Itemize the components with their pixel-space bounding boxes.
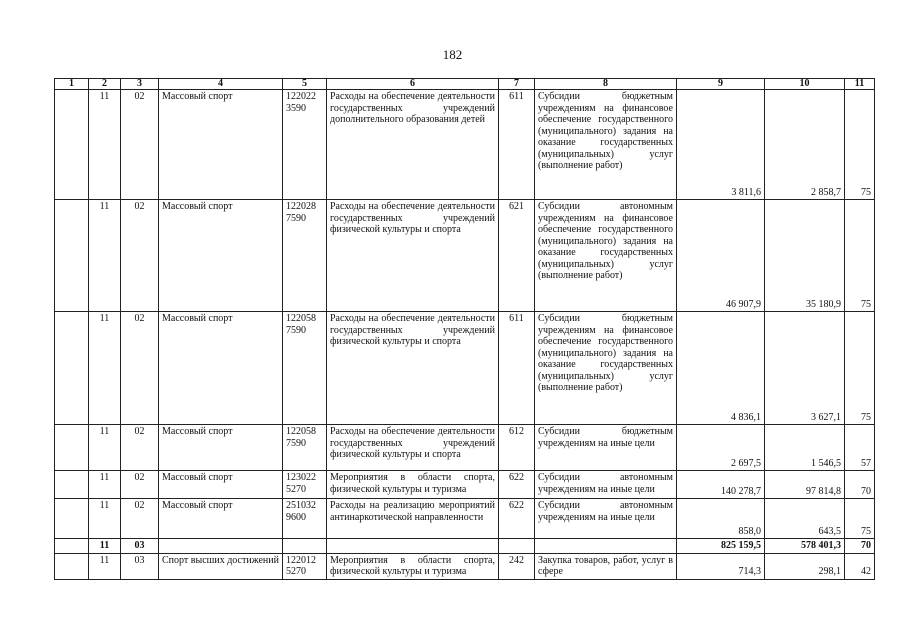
table-cell: 621 bbox=[499, 200, 535, 312]
table-cell: 46 907,9 bbox=[677, 200, 765, 312]
table-cell: 02 bbox=[121, 200, 159, 312]
table-cell: 03 bbox=[121, 539, 159, 554]
table-cell: Субсидии автономным учреждениям на финансовое обеспечение государственного (муниципального) задания на оказание государственных (муниципальных) услуг (выполнение работ) bbox=[535, 200, 677, 312]
table-cell: Субсидии бюджетным учреждениям на финансовое обеспечение государственного (муниципального) задания на оказание государственных (муниципальных) услуг (выполнение работ) bbox=[535, 312, 677, 425]
table-cell: 122012 5270 bbox=[283, 553, 327, 579]
table-row bbox=[55, 200, 875, 312]
table-cell: 42 bbox=[845, 553, 875, 579]
table-cell: 97 814,8 bbox=[765, 471, 845, 499]
table-cell bbox=[55, 553, 89, 579]
table-cell: 11 bbox=[89, 471, 121, 499]
table-cell bbox=[55, 471, 89, 499]
table-cell: 611 bbox=[499, 312, 535, 425]
table-cell: 57 bbox=[845, 425, 875, 471]
table-cell bbox=[535, 539, 677, 554]
table-cell: 123022 5270 bbox=[283, 471, 327, 499]
table-cell: 612 bbox=[499, 425, 535, 471]
table-cell: Массовый спорт bbox=[159, 312, 283, 425]
table-cell bbox=[499, 539, 535, 554]
table-cell: 02 bbox=[121, 312, 159, 425]
table-cell: Расходы на обеспечение деятельности государственных учреждений физической культуры и спорта bbox=[327, 200, 499, 312]
table-cell: 298,1 bbox=[765, 553, 845, 579]
column-header: 6 bbox=[327, 79, 499, 90]
table-cell: 11 bbox=[89, 425, 121, 471]
table-cell: Мероприятия в области спорта, физической культуры и туризма bbox=[327, 553, 499, 579]
table-cell: 578 401,3 bbox=[765, 539, 845, 554]
subtotal-row bbox=[55, 539, 875, 554]
table-cell: 02 bbox=[121, 425, 159, 471]
table-cell: Расходы на обеспечение деятельности государственных учреждений физической культуры и спорта bbox=[327, 312, 499, 425]
table-cell: Массовый спорт bbox=[159, 200, 283, 312]
table-cell bbox=[55, 90, 89, 200]
table-cell: 70 bbox=[845, 539, 875, 554]
table-cell bbox=[55, 425, 89, 471]
column-header: 1 bbox=[55, 79, 89, 90]
table-cell: 643,5 bbox=[765, 499, 845, 539]
table-cell: 242 bbox=[499, 553, 535, 579]
column-header: 7 bbox=[499, 79, 535, 90]
table-row bbox=[55, 90, 875, 200]
table-row bbox=[55, 471, 875, 499]
table-cell: Массовый спорт bbox=[159, 499, 283, 539]
table-cell bbox=[55, 539, 89, 554]
table-cell: 825 159,5 bbox=[677, 539, 765, 554]
column-header: 10 bbox=[765, 79, 845, 90]
table-cell bbox=[55, 312, 89, 425]
table-cell: 11 bbox=[89, 499, 121, 539]
header-row bbox=[55, 79, 875, 90]
table-cell: 714,3 bbox=[677, 553, 765, 579]
table-cell bbox=[159, 539, 283, 554]
table-cell: 3 811,6 bbox=[677, 90, 765, 200]
column-header: 11 bbox=[845, 79, 875, 90]
table-cell: 11 bbox=[89, 200, 121, 312]
table-row bbox=[55, 312, 875, 425]
table-cell: 858,0 bbox=[677, 499, 765, 539]
table-cell: Субсидии бюджетным учреждениям на иные цели bbox=[535, 425, 677, 471]
column-header: 5 bbox=[283, 79, 327, 90]
table-cell: 140 278,7 bbox=[677, 471, 765, 499]
table-cell: Субсидии бюджетным учреждениям на финансовое обеспечение государственного (муниципального) задания на оказание государственных (муниципальных) услуг (выполнение работ) bbox=[535, 90, 677, 200]
table-cell: 622 bbox=[499, 471, 535, 499]
table-cell: Расходы на реализацию мероприятий антинаркотической направленности bbox=[327, 499, 499, 539]
table-cell: 35 180,9 bbox=[765, 200, 845, 312]
table-cell: 75 bbox=[845, 499, 875, 539]
table-cell: 3 627,1 bbox=[765, 312, 845, 425]
table-cell: 622 bbox=[499, 499, 535, 539]
table-cell: 251032 9600 bbox=[283, 499, 327, 539]
table-cell: 11 bbox=[89, 553, 121, 579]
table-row bbox=[55, 425, 875, 471]
table-cell: 122022 3590 bbox=[283, 90, 327, 200]
table-cell bbox=[327, 539, 499, 554]
table-cell: 122058 7590 bbox=[283, 425, 327, 471]
table-cell: Расходы на обеспечение деятельности государственных учреждений физической культуры и спорта bbox=[327, 425, 499, 471]
column-header: 2 bbox=[89, 79, 121, 90]
table-cell: 2 697,5 bbox=[677, 425, 765, 471]
table-cell: 03 bbox=[121, 553, 159, 579]
table-cell bbox=[283, 539, 327, 554]
table-row bbox=[55, 553, 875, 579]
table-cell: 70 bbox=[845, 471, 875, 499]
table-cell: 02 bbox=[121, 499, 159, 539]
table-cell: 4 836,1 bbox=[677, 312, 765, 425]
table-cell: Субсидии автономным учреждениям на иные цели bbox=[535, 499, 677, 539]
table-cell: Субсидии автономным учреждениям на иные цели bbox=[535, 471, 677, 499]
page-number: 182 bbox=[442, 47, 463, 62]
table-cell: 75 bbox=[845, 312, 875, 425]
column-header: 8 bbox=[535, 79, 677, 90]
table-cell: 11 bbox=[89, 90, 121, 200]
table-cell: Массовый спорт bbox=[159, 471, 283, 499]
table-cell: Расходы на обеспечение деятельности государственных учреждений дополнительного образования детей bbox=[327, 90, 499, 200]
table-cell: Спорт высших достижений bbox=[159, 553, 283, 579]
column-header: 3 bbox=[121, 79, 159, 90]
table-cell: 02 bbox=[121, 90, 159, 200]
table-cell: 75 bbox=[845, 90, 875, 200]
table-cell: 11 bbox=[89, 312, 121, 425]
table-cell bbox=[55, 200, 89, 312]
column-header: 4 bbox=[159, 79, 283, 90]
table-cell: 1 546,5 bbox=[765, 425, 845, 471]
table-cell: 75 bbox=[845, 200, 875, 312]
table-cell: 611 bbox=[499, 90, 535, 200]
table-cell: Массовый спорт bbox=[159, 425, 283, 471]
table-cell: 02 bbox=[121, 471, 159, 499]
column-header: 9 bbox=[677, 79, 765, 90]
budget-table bbox=[54, 78, 875, 580]
table-cell: 11 bbox=[89, 539, 121, 554]
table-cell: Закупка товаров, работ, услуг в сфере bbox=[535, 553, 677, 579]
table-row bbox=[55, 499, 875, 539]
table-cell: 2 858,7 bbox=[765, 90, 845, 200]
table-cell: 122058 7590 bbox=[283, 312, 327, 425]
table-cell: Массовый спорт bbox=[159, 90, 283, 200]
table-cell bbox=[55, 499, 89, 539]
table-cell: 122028 7590 bbox=[283, 200, 327, 312]
table-cell: Мероприятия в области спорта, физической культуры и туризма bbox=[327, 471, 499, 499]
